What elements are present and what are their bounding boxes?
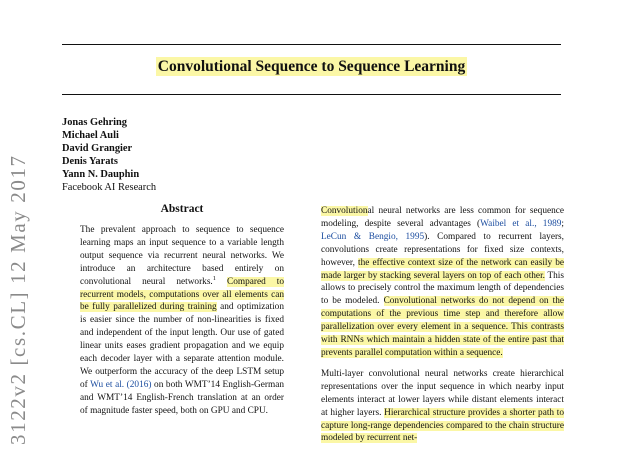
paper-title-text: Convolutional Sequence to Sequence Learning	[157, 58, 466, 75]
author-affiliation: Facebook AI Research	[62, 182, 157, 194]
highlighted-text: Convolution	[321, 206, 368, 216]
highlighted-text: the effective context size of the network can easily be made larger by stacking several layers on top of each other.	[321, 257, 564, 281]
text-run	[216, 277, 227, 287]
left-column	[80, 203, 284, 418]
author-name: Yann N. Dauphin	[62, 169, 140, 181]
citation-link[interactable]: LeCun & Bengio, 1995	[321, 231, 425, 242]
citation-link[interactable]: Wu et al. (2016)	[90, 379, 152, 390]
arxiv-identifier: 3122v2 [cs.CL] 12 May 2017	[6, 154, 30, 445]
author-name: David Grangier	[62, 143, 133, 155]
author-name: Jonas Gehring	[62, 117, 127, 128]
highlighted-text: Compared to recurrent models, computations over all elements can be fully parallelized during training	[80, 276, 284, 313]
author-block	[62, 116, 156, 195]
highlighted-text: Hierarchical structure provides a shorter path to capture long-range dependencies compared to the chain structure modeled by recurrent net-	[321, 407, 564, 444]
text-run: This allows to precisely control the maximum length of dependencies to be modeled.	[321, 270, 565, 307]
intro-paragraph-1	[321, 205, 564, 360]
title-bottom-rule	[62, 94, 561, 95]
text-run: ;	[561, 218, 564, 229]
text-run: on both WMT’14 English-German and WMT’14 English-French translation at an order of magnitude faster speed, both on GPU and CPU.	[80, 379, 284, 416]
author-name: Michael Auli	[62, 130, 119, 142]
text-run: The prevalent approach to sequence to sequence learning maps an input sequence to a variable length output sequence via recurrent neural networks. We introduce an architecture based entirely on convolutional neural networks.	[80, 225, 284, 287]
right-column	[321, 205, 564, 453]
text-run: ). Compared to recurrent layers, convolutions create representations for fixed size contexts, however,	[321, 231, 564, 268]
abstract-text	[80, 224, 284, 418]
intro-paragraph-2	[321, 368, 564, 445]
text-run: al neural networks are less common for sequence modeling, despite several advantages (	[321, 206, 564, 229]
title-top-rule	[62, 44, 561, 45]
text-run: and optimization is easier since the number of non-linearities is fixed and independent of the input length. Our use of gated linear units eases gradient propagation and we equip each decoder layer with a separate attention module. We outperform the accuracy of the deep LSTM setup of	[80, 302, 284, 390]
paper-title	[62, 58, 561, 76]
footnote-marker[interactable]: 1	[212, 274, 217, 282]
author-name: Denis Yarats	[62, 156, 118, 168]
highlighted-text: Convolutional networks do not depend on the computations of the previous time step and therefore allow parallelization over every element in a sequence. This contrasts with RNNs which maintain a hidden state of the entire past that prevents parallel computation within a sequence.	[321, 296, 564, 358]
text-run: Multi-layer convolutional neural networks create hierarchical representations over the input sequence in which nearby input elements interact at lower layers while distant elements interact at higher layers.	[321, 368, 564, 418]
citation-link[interactable]: Waibel et al., 1989	[480, 218, 562, 229]
abstract-heading: Abstract	[160, 203, 204, 215]
